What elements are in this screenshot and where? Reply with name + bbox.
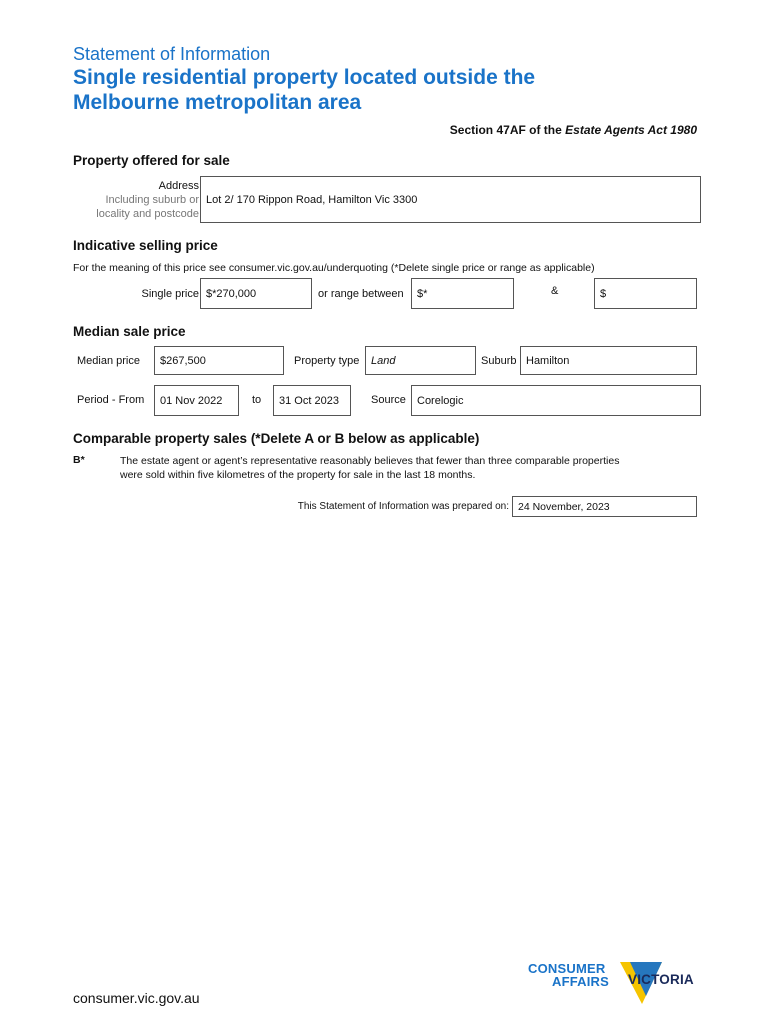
indicative-heading: Indicative selling price: [73, 238, 218, 253]
document-title-line-2: Melbourne metropolitan area: [73, 91, 362, 114]
logo-consumer: CONSUMER: [528, 961, 606, 976]
consumer-affairs-victoria-logo: [528, 958, 708, 1008]
range-to-field[interactable]: $: [594, 278, 697, 309]
logo-affairs: AFFAIRS: [552, 974, 610, 989]
property-type-field[interactable]: [365, 346, 476, 375]
single-price-field[interactable]: $*270,000: [200, 278, 312, 309]
source-field[interactable]: Corelogic: [411, 385, 701, 416]
section-act: Estate Agents Act 1980: [565, 123, 697, 137]
property-heading: Property offered for sale: [73, 153, 230, 168]
comparable-heading: Comparable property sales (*Delete A or B below as applicable): [73, 431, 480, 446]
suburb-label: Suburb: [481, 355, 517, 367]
comparable-text: [120, 454, 619, 482]
period-to-field[interactable]: 31 Oct 2023: [273, 385, 351, 416]
period-to-label: to: [252, 394, 262, 406]
document-title-line-1: Single residential property located outside the: [73, 66, 536, 89]
property-type-label: Property type: [294, 355, 360, 367]
indicative-note: For the meaning of this price see consumer.vic.gov.au/underquoting (*Delete single price or range as applicable): [73, 262, 595, 274]
logo-victoria: VICTORIA: [628, 972, 694, 987]
range-from-field[interactable]: $*: [411, 278, 514, 309]
source-label: Source: [371, 394, 406, 406]
address-field[interactable]: Lot 2/ 170 Rippon Road, Hamilton Vic 3300: [200, 176, 701, 223]
comparable-marker: B*: [73, 454, 85, 466]
single-price-label: Single price: [141, 288, 199, 300]
address-label-main: Address: [158, 180, 199, 192]
range-label: or range between: [318, 288, 404, 300]
address-label-sub-2: locality and postcode: [96, 208, 199, 220]
property-type-value: Land: [371, 354, 396, 367]
median-price-field[interactable]: $267,500: [154, 346, 284, 375]
range-ampersand: &: [551, 285, 559, 297]
address-label-sub-1: Including suburb or: [105, 194, 199, 206]
footer-url: consumer.vic.gov.au: [73, 990, 200, 1006]
median-price-label: Median price: [77, 355, 140, 367]
prepared-date-field[interactable]: 24 November, 2023: [512, 496, 697, 517]
document-title: [73, 65, 535, 115]
period-from-field[interactable]: 01 Nov 2022: [154, 385, 239, 416]
suburb-field[interactable]: Hamilton: [520, 346, 697, 375]
section-reference: [450, 123, 697, 137]
period-label: Period - From: [77, 394, 145, 406]
comparable-text-line-2: were sold within five kilometres of the property for sale in the last 18 months.: [120, 469, 476, 481]
prepared-label: This Statement of Information was prepared on:: [297, 501, 509, 512]
document-subtitle: Statement of Information: [73, 44, 271, 64]
address-label: [96, 179, 199, 221]
comparable-text-line-1: The estate agent or agent’s representative reasonably believes that fewer than three comparable properties: [120, 455, 620, 467]
section-prefix: Section 47AF of the: [449, 123, 566, 137]
median-heading: Median sale price: [73, 324, 186, 339]
